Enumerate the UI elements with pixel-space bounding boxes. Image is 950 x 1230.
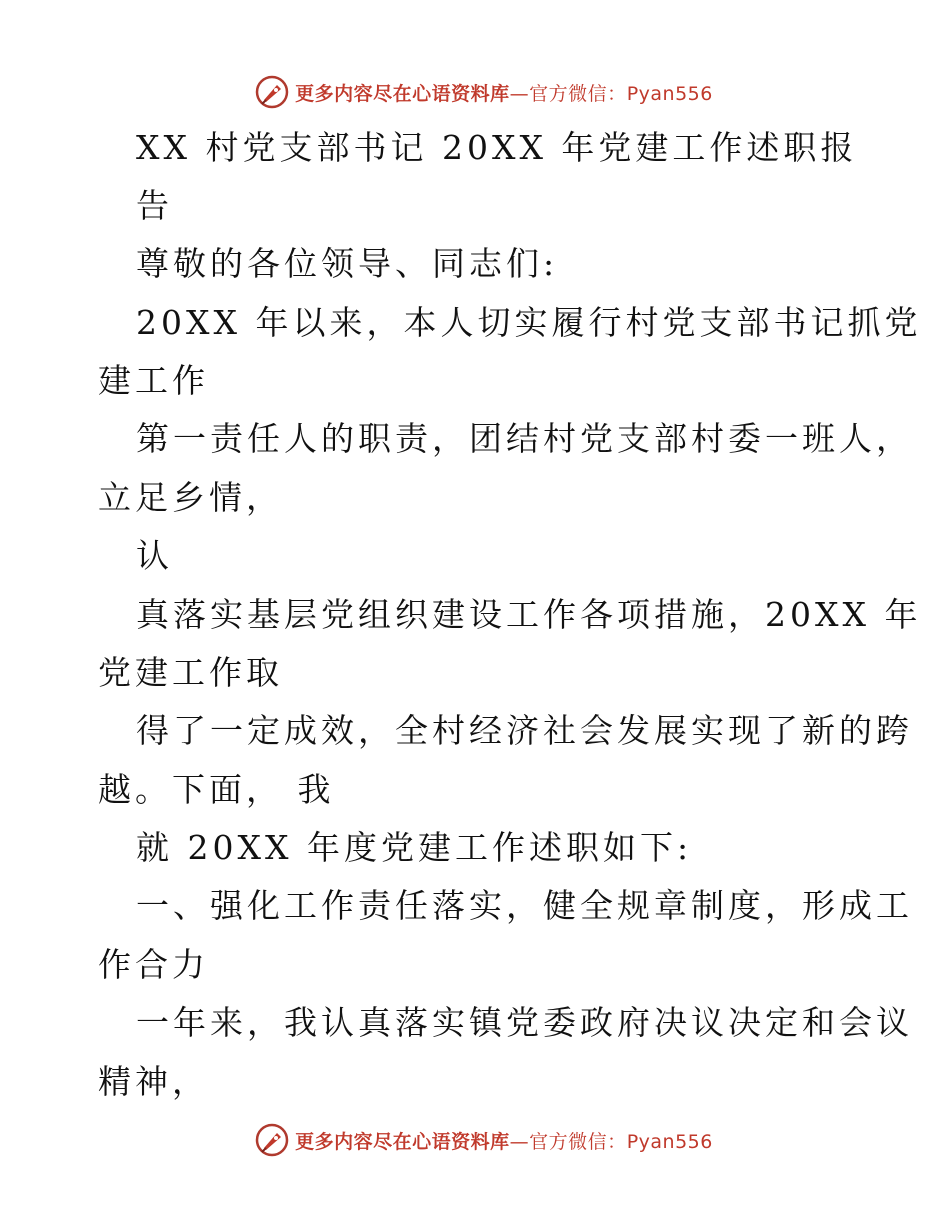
paragraph-line: 精神， [98,1062,209,1101]
paragraph-line: 立足乡情， [98,478,283,517]
banner-text [295,1127,713,1154]
section-heading-line: 一、强化工作责任落实，健全规章制度，形成工 [136,886,913,925]
banner-wechat-handle: Pyan556 [626,82,713,105]
banner-wechat-handle: Pyan556 [626,1130,713,1153]
paragraph-line: 第一责任人的职责，团结村党支部村委一班人， [136,419,913,458]
banner-separator: — [509,82,530,105]
document-title-line-1: XX 村党支部书记 20XX 年党建工作述职报 [136,128,858,167]
banner-secondary-text: 官方微信： [529,82,627,105]
paragraph-line: 得了一定成效，全村经济社会发展实现了新的跨 [136,711,913,750]
paragraph-line: 党建工作取 [98,653,283,692]
paragraph-line: 真落实基层党组织建设工作各项措施，20XX 年 [136,595,922,634]
banner-main-text: 更多内容尽在心语资料库 [295,82,510,105]
paragraph-line: 越。下面， 我 [98,770,335,809]
paragraph-line: 一年来，我认真落实镇党委政府决议决定和会议 [136,1003,913,1042]
salutation: 尊敬的各位领导、同志们: [136,244,559,283]
pen-nib-logo-icon [255,75,289,109]
banner-text [295,79,713,106]
header-banner [0,72,950,112]
paragraph-line: 20XX 年以来，本人切实履行村党支部书记抓党 [136,303,922,342]
paragraph-line: 认 [136,536,173,575]
banner-secondary-text: 官方微信： [529,1130,627,1153]
banner-main-text: 更多内容尽在心语资料库 [295,1130,510,1153]
pen-nib-logo-icon [255,1123,289,1157]
paragraph-line: 建工作 [98,361,209,400]
footer-banner [0,1120,950,1160]
banner-separator: — [509,1130,530,1153]
section-heading-line: 作合力 [98,945,209,984]
footer-banner-content [255,1123,713,1157]
document-title-line-2: 告 [136,186,173,225]
paragraph-line: 就 20XX 年度党建工作述职如下: [136,828,693,867]
header-banner-content [255,75,713,109]
